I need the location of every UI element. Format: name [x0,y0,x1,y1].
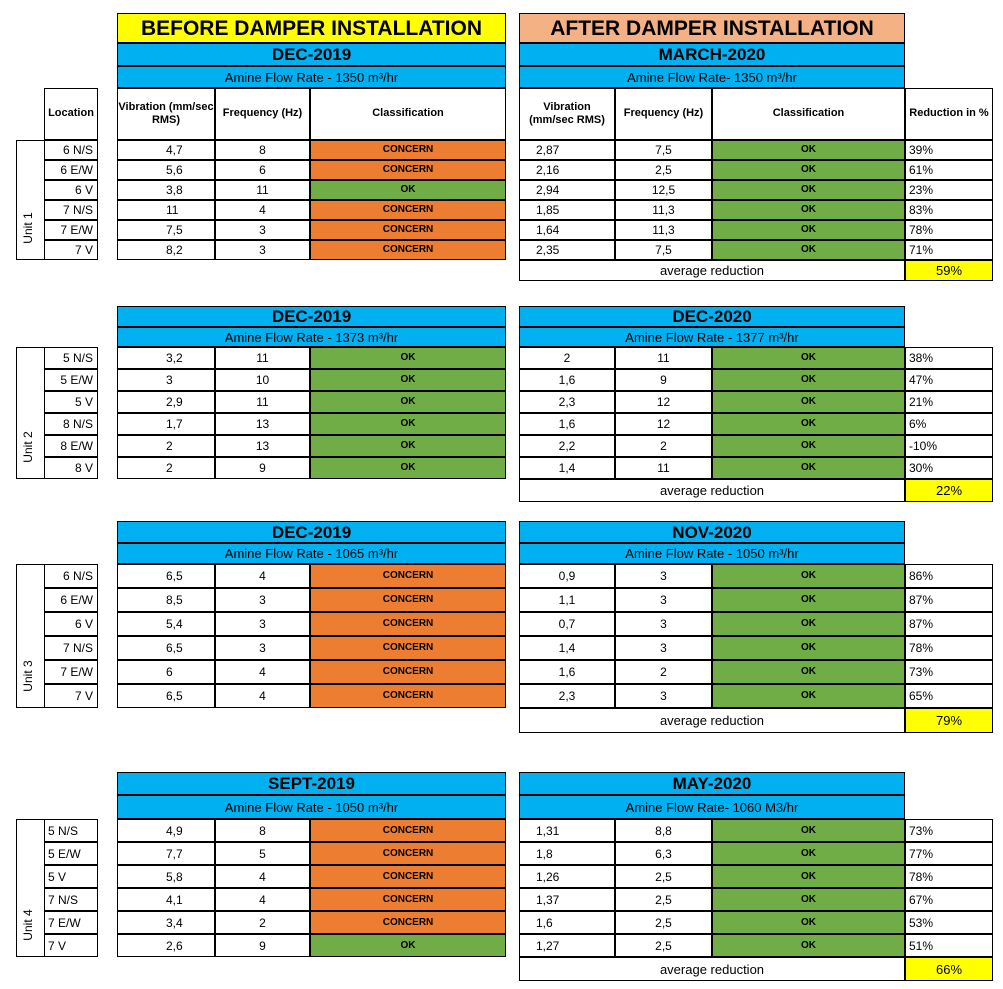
before-period-label: SEPT-2019 [117,772,506,795]
location-cell: 6 V [44,180,98,200]
before-classification-badge: CONCERN [310,240,506,260]
after-period-label: MARCH-2020 [519,43,905,66]
after-vibration-cell: 1,6 [519,369,615,391]
reduction-cell: 78% [905,220,993,240]
before-classification-badge: CONCERN [310,564,506,588]
before-frequency-cell: 11 [215,347,310,369]
before-vibration-cell: 2 [117,457,215,479]
before-frequency-cell: 3 [215,240,310,260]
reduction-cell: 53% [905,911,993,934]
after-vibration-header: Vibration (mm/sec RMS) [519,88,615,140]
after-classification-badge: OK [712,435,905,457]
after-vibration-cell: 0,9 [519,564,615,588]
before-period-label: DEC-2019 [117,306,506,327]
after-classification-badge: OK [712,391,905,413]
before-period-label: DEC-2019 [117,43,506,66]
location-cell: 7 N/S [44,636,98,660]
before-period-label: DEC-2019 [117,521,506,543]
before-frequency-cell: 3 [215,220,310,240]
after-vibration-cell: 2 [519,347,615,369]
before-classification-badge: CONCERN [310,220,506,240]
average-reduction-value: 66% [905,957,993,981]
before-frequency-cell: 4 [215,200,310,220]
after-frequency-cell: 2,5 [615,911,712,934]
location-cell: 6 E/W [44,160,98,180]
location-cell: 7 E/W [44,660,98,684]
location-cell: 6 N/S [44,564,98,588]
after-classification-badge: OK [712,347,905,369]
before-frequency-cell: 4 [215,684,310,708]
location-cell: 5 E/W [44,842,98,865]
after-period-label: DEC-2020 [519,306,905,327]
reduction-header: Reduction in % [905,88,993,140]
reduction-cell: 83% [905,200,993,220]
after-classification-badge: OK [712,660,905,684]
after-vibration-cell: 1,85 [519,200,615,220]
after-vibration-cell: 1,4 [519,636,615,660]
after-frequency-cell: 8,8 [615,819,712,842]
after-vibration-cell: 2,2 [519,435,615,457]
location-cell: 5 V [44,865,98,888]
reduction-cell: 78% [905,865,993,888]
before-frequency-cell: 5 [215,842,310,865]
reduction-cell: 30% [905,457,993,479]
after-frequency-cell: 7,5 [615,240,712,260]
location-cell: 5 N/S [44,819,98,842]
after-frequency-cell: 11,3 [615,220,712,240]
after-classification-badge: OK [712,911,905,934]
reduction-cell: 38% [905,347,993,369]
before-vibration-cell: 2,6 [117,934,215,957]
before-vibration-cell: 5,6 [117,160,215,180]
after-classification-badge: OK [712,140,905,160]
reduction-cell: 21% [905,391,993,413]
location-cell: 6 V [44,612,98,636]
reduction-cell: 71% [905,240,993,260]
before-vibration-cell: 3,8 [117,180,215,200]
after-vibration-cell: 1,27 [519,934,615,957]
before-classification-badge: OK [310,457,506,479]
before-classification-badge: CONCERN [310,588,506,612]
after-frequency-cell: 12,5 [615,180,712,200]
after-frequency-cell: 7,5 [615,140,712,160]
after-frequency-cell: 11 [615,457,712,479]
location-cell: 8 V [44,457,98,479]
after-frequency-cell: 2 [615,660,712,684]
reduction-cell: 6% [905,413,993,435]
before-classification-badge: CONCERN [310,911,506,934]
before-vibration-cell: 6,5 [117,636,215,660]
before-vibration-cell: 11 [117,200,215,220]
after-frequency-cell: 2 [615,435,712,457]
after-flow-rate: Amine Flow Rate- 1350 m³/hr [519,66,905,88]
after-vibration-cell: 2,3 [519,684,615,708]
after-classification-badge: OK [712,612,905,636]
after-installation-title: AFTER DAMPER INSTALLATION [519,13,905,43]
before-classification-badge: OK [310,180,506,200]
before-frequency-cell: 6 [215,160,310,180]
before-classification-badge: CONCERN [310,160,506,180]
before-vibration-cell: 3,2 [117,347,215,369]
after-classification-badge: OK [712,934,905,957]
after-classification-badge: OK [712,180,905,200]
after-vibration-cell: 2,87 [519,140,615,160]
after-vibration-cell: 1,26 [519,865,615,888]
after-vibration-cell: 2,94 [519,180,615,200]
before-classification-badge: CONCERN [310,842,506,865]
before-frequency-cell: 8 [215,140,310,160]
after-frequency-cell: 11,3 [615,200,712,220]
after-frequency-cell: 3 [615,588,712,612]
before-frequency-cell: 9 [215,457,310,479]
before-classification-badge: OK [310,413,506,435]
before-vibration-cell: 5,4 [117,612,215,636]
before-frequency-cell: 11 [215,180,310,200]
after-vibration-cell: 1,6 [519,911,615,934]
after-frequency-cell: 9 [615,369,712,391]
after-classification-badge: OK [712,636,905,660]
after-classification-badge: OK [712,220,905,240]
before-classification-badge: OK [310,391,506,413]
before-vibration-cell: 2 [117,435,215,457]
before-vibration-cell: 8,5 [117,588,215,612]
average-reduction-value: 22% [905,479,993,502]
after-vibration-cell: 0,7 [519,612,615,636]
reduction-cell: 87% [905,612,993,636]
after-vibration-cell: 1,6 [519,413,615,435]
after-vibration-cell: 1,37 [519,888,615,911]
location-cell: 6 E/W [44,588,98,612]
before-frequency-cell: 2 [215,911,310,934]
after-vibration-cell: 1,1 [519,588,615,612]
location-cell: 7 N/S [44,888,98,911]
reduction-cell: 78% [905,636,993,660]
before-classification-badge: OK [310,347,506,369]
after-classification-badge: OK [712,865,905,888]
before-classification-badge: OK [310,934,506,957]
after-vibration-cell: 1,6 [519,660,615,684]
before-frequency-cell: 4 [215,564,310,588]
after-classification-header: Classification [712,88,905,140]
location-cell: 6 N/S [44,140,98,160]
after-classification-badge: OK [712,369,905,391]
before-frequency-cell: 8 [215,819,310,842]
before-vibration-cell: 4,9 [117,819,215,842]
before-vibration-cell: 7,7 [117,842,215,865]
after-frequency-cell: 3 [615,612,712,636]
after-classification-badge: OK [712,819,905,842]
after-period-label: MAY-2020 [519,772,905,795]
after-frequency-cell: 3 [615,636,712,660]
before-vibration-cell: 5,8 [117,865,215,888]
before-frequency-cell: 3 [215,612,310,636]
before-flow-rate: Amine Flow Rate - 1350 m³/hr [117,66,506,88]
reduction-cell: 51% [905,934,993,957]
before-vibration-cell: 4,7 [117,140,215,160]
location-cell: 7 E/W [44,911,98,934]
after-frequency-cell: 6,3 [615,842,712,865]
after-classification-badge: OK [712,160,905,180]
after-frequency-cell: 2,5 [615,888,712,911]
reduction-cell: 86% [905,564,993,588]
reduction-cell: 67% [905,888,993,911]
before-vibration-cell: 4,1 [117,888,215,911]
reduction-cell: 73% [905,819,993,842]
reduction-cell: 23% [905,180,993,200]
before-classification-badge: CONCERN [310,865,506,888]
after-vibration-cell: 2,16 [519,160,615,180]
reduction-cell: 73% [905,660,993,684]
unit-label: Unit 4 [21,909,35,941]
before-flow-rate: Amine Flow Rate - 1373 m³/hr [117,327,506,347]
after-classification-badge: OK [712,564,905,588]
before-classification-badge: CONCERN [310,140,506,160]
after-classification-badge: OK [712,588,905,612]
after-frequency-header: Frequency (Hz) [615,88,712,140]
after-classification-badge: OK [712,684,905,708]
after-vibration-cell: 1,31 [519,819,615,842]
before-vibration-cell: 6,5 [117,564,215,588]
after-classification-badge: OK [712,888,905,911]
after-frequency-cell: 12 [615,391,712,413]
before-classification-badge: CONCERN [310,660,506,684]
after-frequency-cell: 2,5 [615,160,712,180]
before-vibration-cell: 6,5 [117,684,215,708]
before-frequency-cell: 13 [215,435,310,457]
frequency-header: Frequency (Hz) [215,88,310,140]
before-flow-rate: Amine Flow Rate - 1050 m³/hr [117,795,506,819]
before-vibration-cell: 7,5 [117,220,215,240]
reduction-cell: 87% [905,588,993,612]
reduction-cell: 39% [905,140,993,160]
unit-label: Unit 2 [21,431,35,463]
after-vibration-cell: 2,3 [519,391,615,413]
before-vibration-cell: 3,4 [117,911,215,934]
before-installation-title: BEFORE DAMPER INSTALLATION [117,13,506,43]
location-cell: 5 V [44,391,98,413]
before-classification-badge: CONCERN [310,819,506,842]
before-classification-badge: CONCERN [310,636,506,660]
after-classification-badge: OK [712,842,905,865]
before-frequency-cell: 4 [215,865,310,888]
after-frequency-cell: 12 [615,413,712,435]
after-classification-badge: OK [712,240,905,260]
before-classification-badge: CONCERN [310,612,506,636]
after-vibration-cell: 1,8 [519,842,615,865]
before-frequency-cell: 10 [215,369,310,391]
after-vibration-cell: 1,64 [519,220,615,240]
before-vibration-cell: 2,9 [117,391,215,413]
after-period-label: NOV-2020 [519,521,905,543]
after-flow-rate: Amine Flow Rate - 1050 m³/hr [519,543,905,564]
reduction-cell: -10% [905,435,993,457]
location-cell: 7 N/S [44,200,98,220]
before-vibration-cell: 1,7 [117,413,215,435]
before-classification-badge: CONCERN [310,684,506,708]
classification-header: Classification [310,88,506,140]
average-reduction-value: 59% [905,260,993,281]
after-flow-rate: Amine Flow Rate- 1060 M3/hr [519,795,905,819]
average-reduction-value: 79% [905,708,993,733]
after-frequency-cell: 3 [615,564,712,588]
location-cell: 8 E/W [44,435,98,457]
after-flow-rate: Amine Flow Rate - 1377 m³/hr [519,327,905,347]
before-frequency-cell: 4 [215,660,310,684]
after-frequency-cell: 2,5 [615,934,712,957]
location-cell: 7 V [44,240,98,260]
average-reduction-label: average reduction [519,479,905,502]
location-cell: 8 N/S [44,413,98,435]
location-cell: 5 N/S [44,347,98,369]
average-reduction-label: average reduction [519,708,905,733]
before-frequency-cell: 3 [215,588,310,612]
reduction-cell: 65% [905,684,993,708]
reduction-cell: 61% [905,160,993,180]
before-flow-rate: Amine Flow Rate - 1065 m³/hr [117,543,506,564]
after-frequency-cell: 11 [615,347,712,369]
average-reduction-label: average reduction [519,260,905,281]
before-frequency-cell: 13 [215,413,310,435]
average-reduction-label: average reduction [519,957,905,981]
before-classification-badge: OK [310,369,506,391]
after-vibration-cell: 1,4 [519,457,615,479]
vibration-header: Vibration (mm/sec RMS) [117,88,215,140]
location-cell: 7 V [44,684,98,708]
before-vibration-cell: 8,2 [117,240,215,260]
before-vibration-cell: 6 [117,660,215,684]
before-frequency-cell: 3 [215,636,310,660]
before-classification-badge: CONCERN [310,888,506,911]
after-classification-badge: OK [712,413,905,435]
location-cell: 5 E/W [44,369,98,391]
location-cell: 7 V [44,934,98,957]
before-frequency-cell: 9 [215,934,310,957]
before-frequency-cell: 11 [215,391,310,413]
before-frequency-cell: 4 [215,888,310,911]
reduction-cell: 47% [905,369,993,391]
after-frequency-cell: 2,5 [615,865,712,888]
unit-label: Unit 1 [21,212,35,244]
after-classification-badge: OK [712,200,905,220]
location-header: Location [44,88,98,140]
after-classification-badge: OK [712,457,905,479]
unit-label: Unit 3 [21,660,35,692]
before-classification-badge: CONCERN [310,200,506,220]
reduction-cell: 77% [905,842,993,865]
after-vibration-cell: 2,35 [519,240,615,260]
location-cell: 7 E/W [44,220,98,240]
after-frequency-cell: 3 [615,684,712,708]
before-classification-badge: OK [310,435,506,457]
before-vibration-cell: 3 [117,369,215,391]
